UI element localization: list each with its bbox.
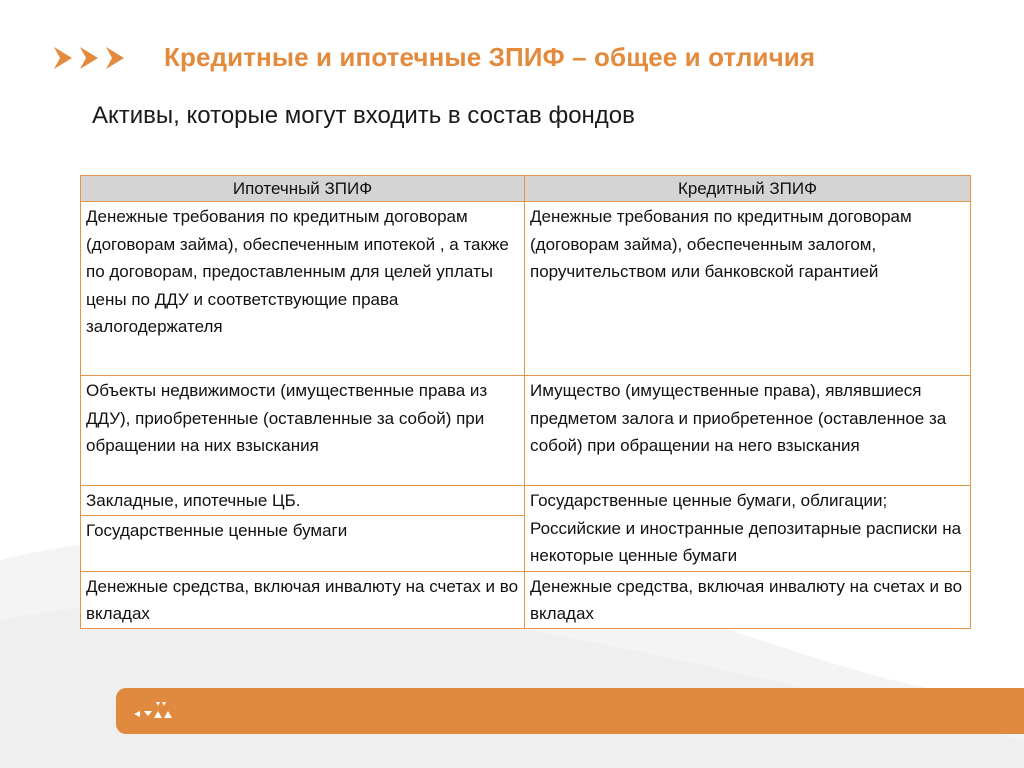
footer-bar bbox=[116, 688, 1024, 734]
column-header-ipotechny: Ипотечный ЗПИФ bbox=[81, 176, 525, 202]
table-cell: Государственные ценные бумаги, облигации; Российские и иностранные депозитарные расписки на некоторые ценные бумаги bbox=[525, 486, 971, 572]
page-subtitle: Активы, которые могут входить в состав фондов bbox=[92, 102, 635, 129]
table-cell: Денежные требования по кредитным договорам (договорам займа), обеспеченным ипотекой , а также по договорам, предоставленным для целей уплаты цены по ДДУ и соответствующие права залогодержателя bbox=[81, 202, 525, 376]
table-cell: Объекты недвижимости (имущественные права из ДДУ), приобретенные (оставленные за собой) при обращении на них взыскания bbox=[81, 376, 525, 486]
table-cell: Имущество (имущественные права), являвшиеся предметом залога и приобретенное (оставленное за собой) при обращении на него взыскания bbox=[525, 376, 971, 486]
table-cell: Денежные средства, включая инвалюту на счетах и во вкладах bbox=[525, 571, 971, 628]
brand-logo-icon bbox=[130, 698, 182, 722]
table-cell: Государственные ценные бумаги bbox=[81, 515, 525, 571]
table-row bbox=[81, 571, 971, 628]
table-cell: Денежные требования по кредитным договорам (договорам займа), обеспеченным залогом, поручительством или банковской гарантией bbox=[525, 202, 971, 376]
comparison-table bbox=[80, 175, 971, 629]
column-header-kreditny: Кредитный ЗПИФ bbox=[525, 176, 971, 202]
triple-chevron-icon bbox=[52, 44, 132, 72]
table-row bbox=[81, 202, 971, 376]
table-row bbox=[81, 486, 971, 516]
table-row bbox=[81, 376, 971, 486]
table-cell: Денежные средства, включая инвалюту на счетах и во вкладах bbox=[81, 571, 525, 628]
page-title: Кредитные и ипотечные ЗПИФ – общее и отличия bbox=[164, 42, 816, 72]
table-cell: Закладные, ипотечные ЦБ. bbox=[81, 486, 525, 516]
table-header-row bbox=[81, 176, 971, 202]
